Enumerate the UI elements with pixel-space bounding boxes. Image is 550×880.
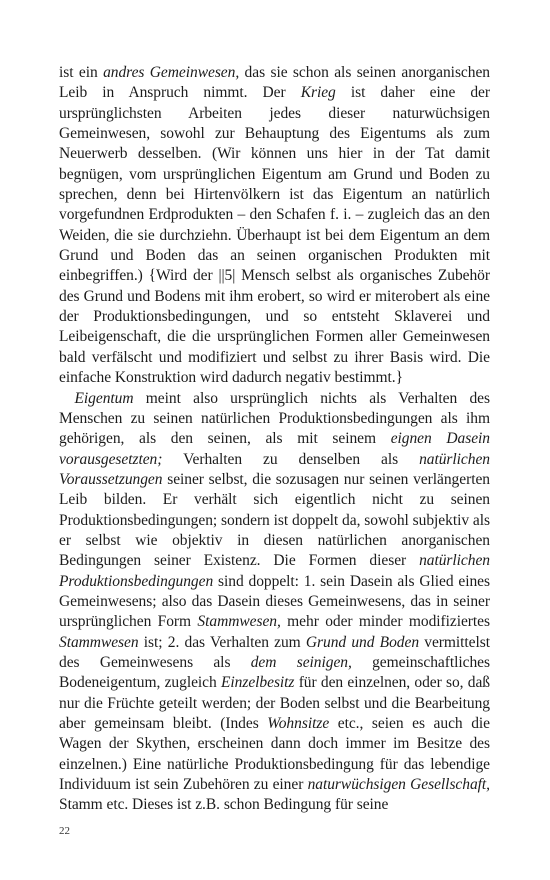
- text-run: ist ein: [59, 64, 104, 81]
- emphasis-text: Stammwesen: [59, 633, 139, 651]
- emphasis-text: Eigentum: [74, 389, 134, 407]
- text-run: etc., seien es auch die Wagen der Skythen, erscheinen dann doch immer im Besitze des einzelnen.) Eine natürliche Produktionsbedingung für das lebendige Individuum ist sein Zubehören zu einer: [59, 715, 490, 794]
- emphasis-text: dem seinigen,: [250, 653, 352, 671]
- emphasis-text: eignen Dasein vorausgesetzten;: [59, 430, 490, 468]
- text-run: ist daher eine der ursprünglichsten Arbeiten jedes dieser naturwüchsigen Gemeinwesen, sowohl zur Behauptung des Eigentums als zum Neuerwerb desselben. (Wir können uns hier in der Tat damit begnügen, vom ursprünglichen Eigentum am Grund und Boden zu sprechen, denn bei Hirtenvölkern ist das Eigentum an natürlich vorgefundnen Erdprodukten – den Schafen f. i. – zugleich das an den Weiden, die sie durchziehn. Überhaupt ist bei dem Eigentum an dem Grund und Boden das an seinen organischen Produkten mit einbegriffen.) {Wird der ||5| Mensch selbst als organisches Zubehör des Grund und Bodens mit ihm erobert, so wird er miterobert als eine der Produktionsbedingungen, und so entsteht Sklaverei und Leibeigenschaft, die die ursprünglichen Formen aller Gemeinwesen bald verfälscht und modifiziert und selbst zu ihrer Basis wird. Die einfache Konstruktion wird dadurch negativ bestimmt.}: [59, 84, 490, 387]
- text-run: vermittelst des Gemeinwesens als: [59, 633, 490, 671]
- text-run: meint also ursprünglich nichts als Verhalten des Menschen zu seinen natürlichen Produktionsbedingungen als ihm gehörigen, als den seinen, als mit seinem: [59, 389, 490, 448]
- body-text: [59, 63, 490, 816]
- emphasis-text: natürlichen Produktionsbedingungen: [59, 552, 490, 590]
- emphasis-text: Stammwesen,: [197, 613, 281, 631]
- emphasis-text: naturwüchsigen Gesellschaft,: [307, 776, 490, 794]
- emphasis-text: Einzelbesitz: [220, 674, 295, 692]
- text-run: Stamm etc. Dieses ist z.B. schon Bedingung für seine: [59, 796, 389, 814]
- emphasis-text: Wohnsitze: [267, 715, 330, 732]
- text-run: für den einzelnen, oder so, daß nur die Früchte geteilt werden; der Boden selbst und die Bearbeitung aber gemeinsam bleibt. (Indes: [59, 674, 491, 732]
- text-run: sind doppelt: 1. sein Dasein als Glied eines Gemeinwesens; also das Dasein dieses Gemeinwesens, das in seiner ursprünglichen Form: [59, 572, 490, 631]
- emphasis-text: Grund und Boden: [305, 633, 420, 651]
- page-number: 22: [59, 825, 70, 837]
- text-run: ist; 2. das Verhalten zum: [138, 633, 306, 651]
- text-run: Verhalten zu denselben als: [162, 450, 420, 468]
- emphasis-text: natürlichen Voraussetzungen: [59, 450, 490, 488]
- text-run: mehr oder minder modifiziertes: [280, 613, 490, 631]
- paragraph: [59, 389, 490, 816]
- paragraph: [59, 63, 490, 389]
- emphasis-text: Krieg: [300, 84, 336, 102]
- emphasis-text: andres Gemeinwesen,: [103, 64, 240, 81]
- text-run: seiner selbst, die sozusagen nur seinen verlängerten Leib bilden. Er verhält sich eigentlich nicht zu seinen Produktionsbedingungen; sondern ist doppelt da, sowohl subjektiv als er selbst wie objektiv in diesen natürlichen anorganischen Bedingungen seiner Existenz. Die Formen dieser: [59, 470, 490, 570]
- text-run: gemeinschaftliches Bodeneigentum, zugleich: [59, 653, 490, 692]
- text-run: das sie schon als seinen anorganischen Leib in Anspruch nimmt. Der: [59, 64, 490, 102]
